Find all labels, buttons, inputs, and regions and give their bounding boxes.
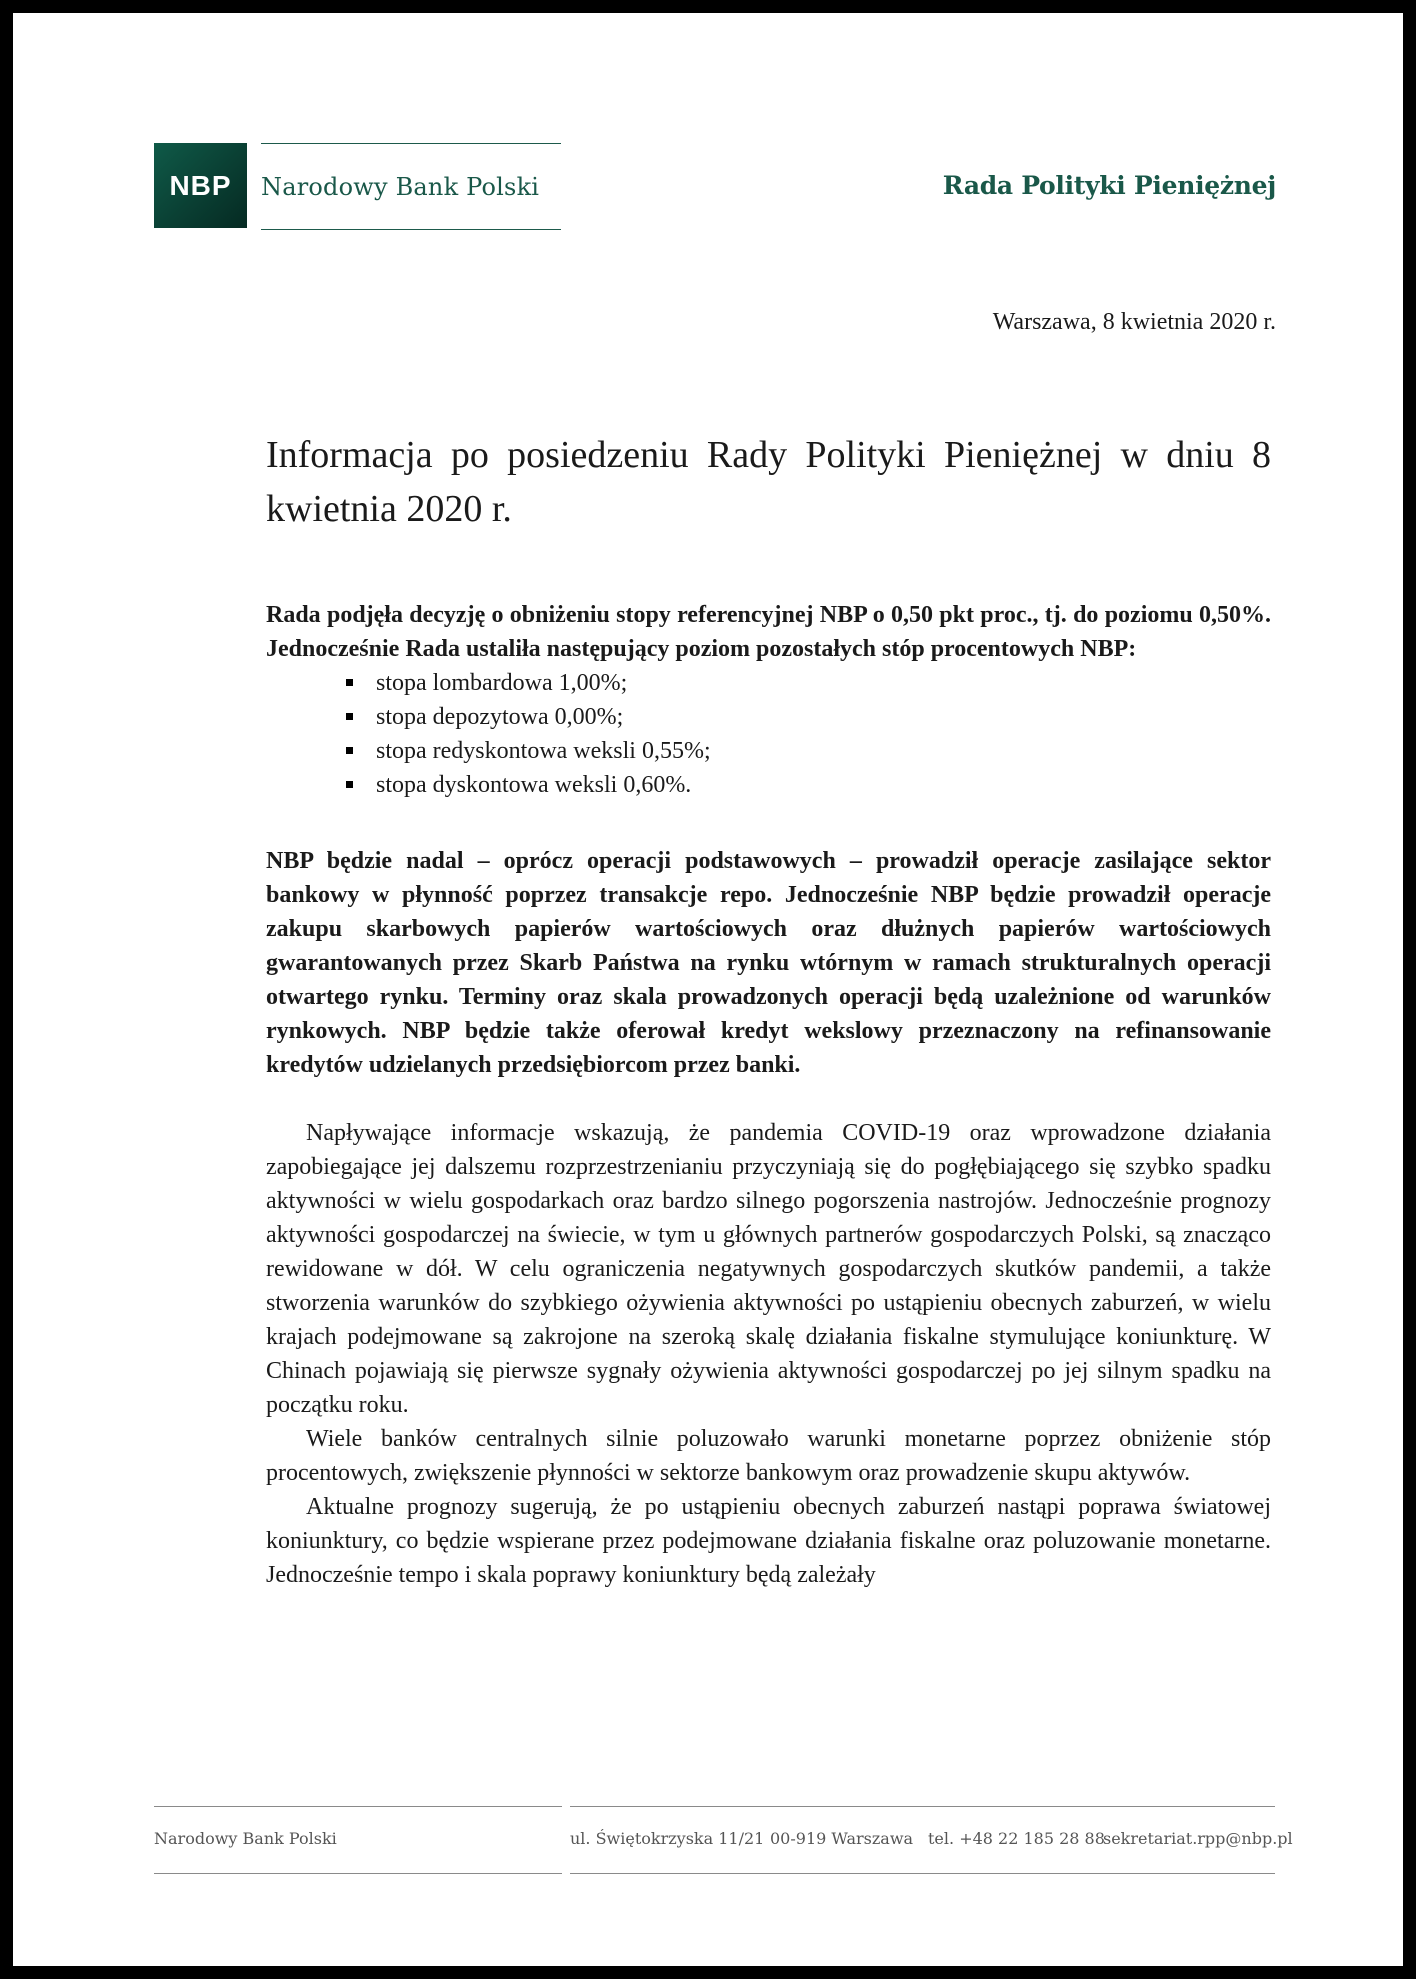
- bullet-icon: [346, 679, 353, 686]
- bullet-icon: [346, 713, 353, 720]
- rate-text: stopa redyskontowa weksli 0,55%;: [376, 738, 711, 764]
- decision-paragraph: Rada podjęła decyzję o obniżeniu stopy referencyjnej NBP o 0,50 pkt proc., tj. do poziomu 0,50%. Jednocześnie Rada ustaliła następujący poziom pozostałych stóp procentowych NBP:: [266, 602, 1271, 662]
- rate-text: stopa dyskontowa weksli 0,60%.: [376, 772, 692, 798]
- rate-text: stopa depozytowa 0,00%;: [376, 704, 624, 730]
- footer-street: ul. Świętokrzyska 11/21: [570, 1829, 765, 1848]
- footer-divider: [154, 1806, 562, 1807]
- body-paragraph: Napływające informacje wskazują, że pandemia COVID-19 oraz wprowadzone działania zapobiegające jej dalszemu rozprzestrzenianiu przyczyniają się do pogłębiającego się szybko spadku aktywności w wielu gospodarkach oraz bardzo silnego pogorszenia nastrojów. Jednocześnie prognozy aktywności gospodarczej na świecie, w tym u głównych partnerów gospodarczych Polski, są znacząco rewidowane w dół. W celu ograniczenia negatywnych gospodarczych skutków pandemii, a także stworzenia warunków do szybkiego ożywienia aktywności po ustąpieniu obecnych zaburzeń, w wielu krajach podejmowane są zakrojone na szeroką skalę działania fiskalne stymulujące koniunkturę. W Chinach pojawiają się pierwsze sygnały ożywienia aktywności gospodarczej po jej silnym spadku na początku roku.: [266, 1120, 1271, 1418]
- footer-divider: [570, 1806, 1275, 1807]
- body-paragraph: Aktualne prognozy sugerują, że po ustąpieniu obecnych zaburzeń nastąpi poprawa światowej koniunktury, co będzie wspierane przez podejmowane działania fiskalne oraz poluzowanie monetarne. Jednocześnie tempo i skala poprawy koniunktury będą zależały: [266, 1494, 1271, 1588]
- document-page: [13, 13, 1403, 1966]
- nbp-logo: [154, 143, 247, 228]
- rate-item: [346, 734, 1271, 768]
- logo-text: NBP: [169, 169, 232, 201]
- footer-email[interactable]: sekretariat.rpp@nbp.pl: [1103, 1829, 1293, 1848]
- footer-divider: [154, 1873, 562, 1874]
- rates-list: [266, 666, 1271, 802]
- operations-paragraph: NBP będzie nadal – oprócz operacji podstawowych – prowadził operacje zasilające sektor bankowy w płynność poprzez transakcje repo. Jednocześnie NBP będzie prowadził operacje zakupu skarbowych papierów wartościowych oraz dłużnych papierów wartościowych gwarantowanych przez Skarb Państwa na rynku wtórnym w ramach strukturalnych operacji otwartego rynku. Terminy oraz skala prowadzonych operacji będą uzależnione od warunków rynkowych. NBP będzie także oferował kredyt wekslowy przeznaczony na refinansowanie kredytów udzielanych przedsiębiorcom przez banki.: [266, 848, 1271, 1078]
- body-paragraph: Wiele banków centralnych silnie poluzowało warunki monetarne poprzez obniżenie stóp procentowych, zwiększenie płynności w sektorze bankowym oraz prowadzenie skupu aktywów.: [266, 1426, 1271, 1486]
- bank-name: Narodowy Bank Polski: [261, 172, 540, 201]
- bullet-icon: [346, 781, 353, 788]
- document-date: Warszawa, 8 kwietnia 2020 r.: [992, 309, 1276, 335]
- footer-divider: [570, 1873, 1275, 1874]
- rate-text: stopa lombardowa 1,00%;: [376, 670, 628, 696]
- document-body: [266, 598, 1271, 1592]
- footer-bank: Narodowy Bank Polski: [154, 1829, 337, 1848]
- bank-name-block: [261, 143, 561, 230]
- rate-item: [346, 700, 1271, 734]
- footer-phone: tel. +48 22 185 28 88: [928, 1829, 1105, 1848]
- rate-item: [346, 768, 1271, 802]
- bullet-icon: [346, 747, 353, 754]
- rate-item: [346, 666, 1271, 700]
- footer-city: 00-919 Warszawa: [770, 1829, 914, 1848]
- council-name: Rada Polityki Pieniężnej: [942, 171, 1276, 200]
- document-title: Informacja po posiedzeniu Rady Polityki Pieniężnej w dniu 8 kwietnia 2020 r.: [266, 434, 1271, 530]
